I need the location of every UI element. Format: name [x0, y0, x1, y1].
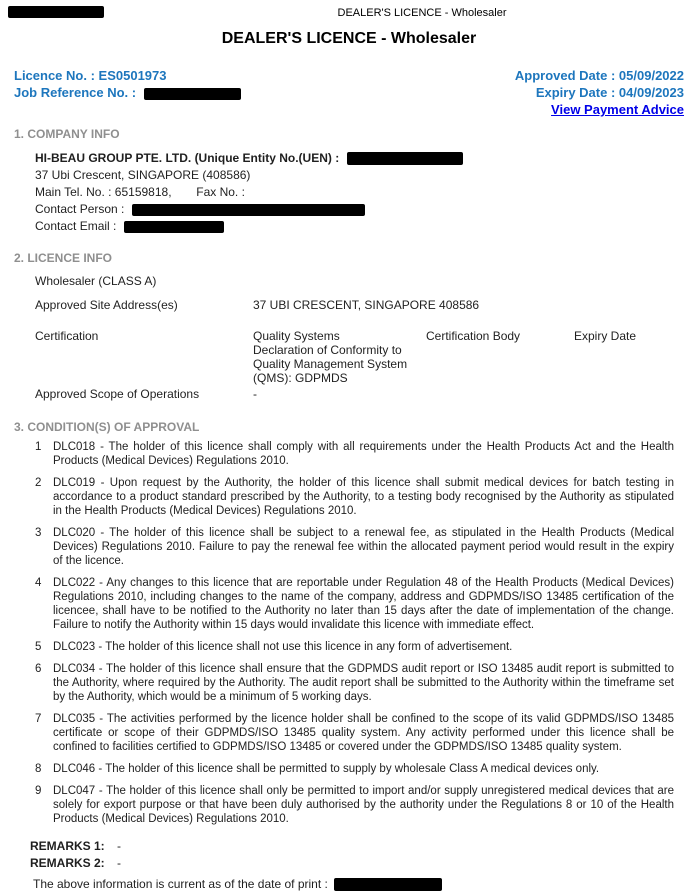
expiry-date-label: Expiry Date :	[535, 85, 616, 100]
condition-number: 5	[35, 641, 42, 653]
main-tel: Main Tel. No. : 65159818,	[35, 185, 172, 199]
condition-number: 3	[35, 527, 42, 539]
condition-item	[35, 712, 684, 754]
section-heading-licence-info: 2. LICENCE INFO	[14, 251, 113, 265]
document-top-header	[14, 5, 684, 21]
section-heading-conditions: 3. CONDITION(S) OF APPROVAL	[14, 420, 200, 434]
remarks-1-line	[30, 838, 684, 855]
doc-header-small: DEALER'S LICENCE - Wholesaler	[337, 7, 507, 19]
view-payment-advice-link[interactable]: View Payment Advice	[551, 102, 684, 117]
col-header-quality-systems: Quality Systems	[253, 329, 340, 343]
contact-person-line	[35, 201, 684, 218]
expiry-date-line	[515, 86, 684, 99]
job-reference-label: Job Reference No. :	[14, 85, 137, 100]
redacted-top-left	[8, 6, 104, 18]
condition-number: 1	[35, 441, 42, 453]
approved-site-row	[35, 298, 684, 312]
redacted-print-date	[334, 878, 442, 891]
col-header-certification: Certification	[35, 329, 99, 343]
company-name-line	[35, 150, 684, 167]
certification-table-row	[35, 343, 684, 385]
remarks-2-value: -	[117, 856, 122, 870]
remarks-1-label: REMARKS 1:	[30, 839, 105, 853]
cell-quality-systems: Declaration of Conformity to Quality Management System (QMS): GDPMDS	[253, 343, 408, 385]
licence-meta-right	[515, 69, 684, 120]
col-header-certification-body: Certification Body	[426, 329, 521, 343]
approved-date-line	[515, 69, 684, 82]
contact-person-label: Contact Person :	[35, 202, 125, 216]
condition-number: 7	[35, 713, 42, 725]
col-header-expiry-date: Expiry Date	[574, 329, 637, 343]
condition-item	[35, 784, 684, 826]
cell-certification	[35, 343, 253, 385]
condition-text: DLC022 - Any changes to this licence that are reportable under Regulation 48 of the Health Products (Medical Devices) Regulations 2010, including changes to the name of the company, address and GDPMDS/ISO 13485 certification of the licencee, shall have to be notified to the Authority no later than 15 days after the date of implementation of the change. Failure to notify the Authority within 15 days would invalidate this licence with immediate effect.	[53, 577, 674, 631]
approved-site-label: Approved Site Address(es)	[35, 298, 178, 312]
condition-item	[35, 576, 684, 632]
cell-expiry-date	[574, 343, 684, 385]
condition-item	[35, 762, 684, 776]
condition-text: DLC034 - The holder of this licence shall ensure that the GDPMDS audit report or ISO 13485 audit report is submitted to the Authority, where required by the Authority. The audit report shall be submitted to the Authority within the timeframe set by the Authority, which would be a minimum of 5 working days.	[53, 663, 674, 703]
remarks-2-label: REMARKS 2:	[30, 856, 105, 870]
licence-no-line	[14, 69, 241, 82]
redacted-uen	[347, 152, 463, 165]
section-heading-company-info: 1. COMPANY INFO	[14, 127, 120, 141]
condition-item	[35, 476, 684, 518]
condition-item	[35, 440, 684, 468]
condition-number: 4	[35, 577, 42, 589]
approved-date-label: Approved Date :	[514, 68, 616, 83]
licence-meta	[14, 69, 684, 120]
condition-text: DLC020 - The holder of this licence shall be subject to a renewal fee, as stipulated in the Health Products (Medical Devices) Regulations 2010. Failure to pay the renewal fee within the allocated payment period would result in the expiry of the licence.	[53, 527, 674, 567]
approved-scope-value: -	[253, 387, 257, 401]
page-title: DEALER'S LICENCE - Wholesaler	[221, 30, 477, 47]
company-address: 37 Ubi Crescent, SINGAPORE (408586)	[35, 168, 251, 182]
date-of-print-line	[33, 877, 684, 891]
approved-date-value: 05/09/2022	[618, 68, 684, 83]
contact-email-line	[35, 218, 684, 235]
condition-number: 6	[35, 663, 42, 675]
condition-text: DLC019 - Upon request by the Authority, the holder of this licence shall submit medical devices for batch testing in accordance to a product standard prescribed by the Authority, to a testing body recognised by the Authority as stipulated in the Health Products (Medical Devices) Regulations 2010.	[53, 477, 674, 517]
condition-number: 2	[35, 477, 42, 489]
remarks-2-line	[30, 855, 684, 872]
company-tel-fax-line	[35, 184, 684, 201]
approved-site-value: 37 UBI CRESCENT, SINGAPORE 408586	[253, 298, 480, 312]
date-of-print-label: The above information is current as of the date of print :	[33, 877, 328, 891]
remarks-block	[30, 838, 684, 872]
redacted-contact-person	[132, 204, 365, 216]
licence-no-value: ES0501973	[98, 68, 167, 83]
condition-number: 8	[35, 763, 42, 775]
company-name: HI-BEAU GROUP PTE. LTD. (Unique Entity No.(UEN) :	[35, 151, 340, 165]
condition-text: DLC023 - The holder of this licence shall not use this licence in any form of advertisement.	[53, 641, 513, 653]
condition-item	[35, 662, 684, 704]
condition-text: DLC018 - The holder of this licence shall comply with all requirements under the Health Products Act and the Health Products (Medical Devices) Regulations 2010.	[53, 441, 674, 467]
condition-text: DLC046 - The holder of this licence shall be permitted to supply by wholesale Class A medical devices only.	[53, 763, 600, 775]
contact-email-label: Contact Email :	[35, 219, 117, 233]
condition-text: DLC047 - The holder of this licence shall only be permitted to import and/or supply unregistered medical devices that are solely for export purpose or that have been duly authorised by the authority under the Regulations 8 or 10 of the Health Products (Medical Devices) Regulations 2010.	[53, 785, 674, 825]
licence-info-block	[35, 274, 684, 401]
cell-certification-body	[426, 343, 574, 385]
redacted-contact-email	[124, 221, 224, 233]
conditions-list	[35, 440, 684, 826]
job-reference-line	[14, 86, 241, 100]
fax-label: Fax No. :	[196, 185, 245, 199]
licence-meta-left	[14, 69, 241, 120]
company-info-block	[35, 150, 684, 235]
licence-type: Wholesaler (CLASS A)	[35, 274, 157, 288]
condition-item	[35, 640, 684, 654]
certification-table	[35, 329, 684, 385]
licence-no-label: Licence No. :	[14, 68, 95, 83]
condition-text: DLC035 - The activities performed by the licence holder shall be confined to the scope of its valid GDPMDS/ISO 13485 certificate or scope of their GDPMDS/ISO 13485 quality system. Any activity performed under this licence shall be confined to facilities certified to GDPMDS/ISO 13485 or covered under the GDPMDS/ISO 13485 quality system.	[53, 713, 674, 753]
approved-scope-row	[35, 387, 684, 401]
expiry-date-value: 04/09/2023	[618, 85, 684, 100]
condition-number: 9	[35, 785, 42, 797]
certification-table-header	[35, 329, 684, 343]
approved-scope-label: Approved Scope of Operations	[35, 387, 200, 401]
redacted-job-reference	[144, 88, 241, 100]
condition-item	[35, 526, 684, 568]
remarks-1-value: -	[117, 839, 122, 853]
